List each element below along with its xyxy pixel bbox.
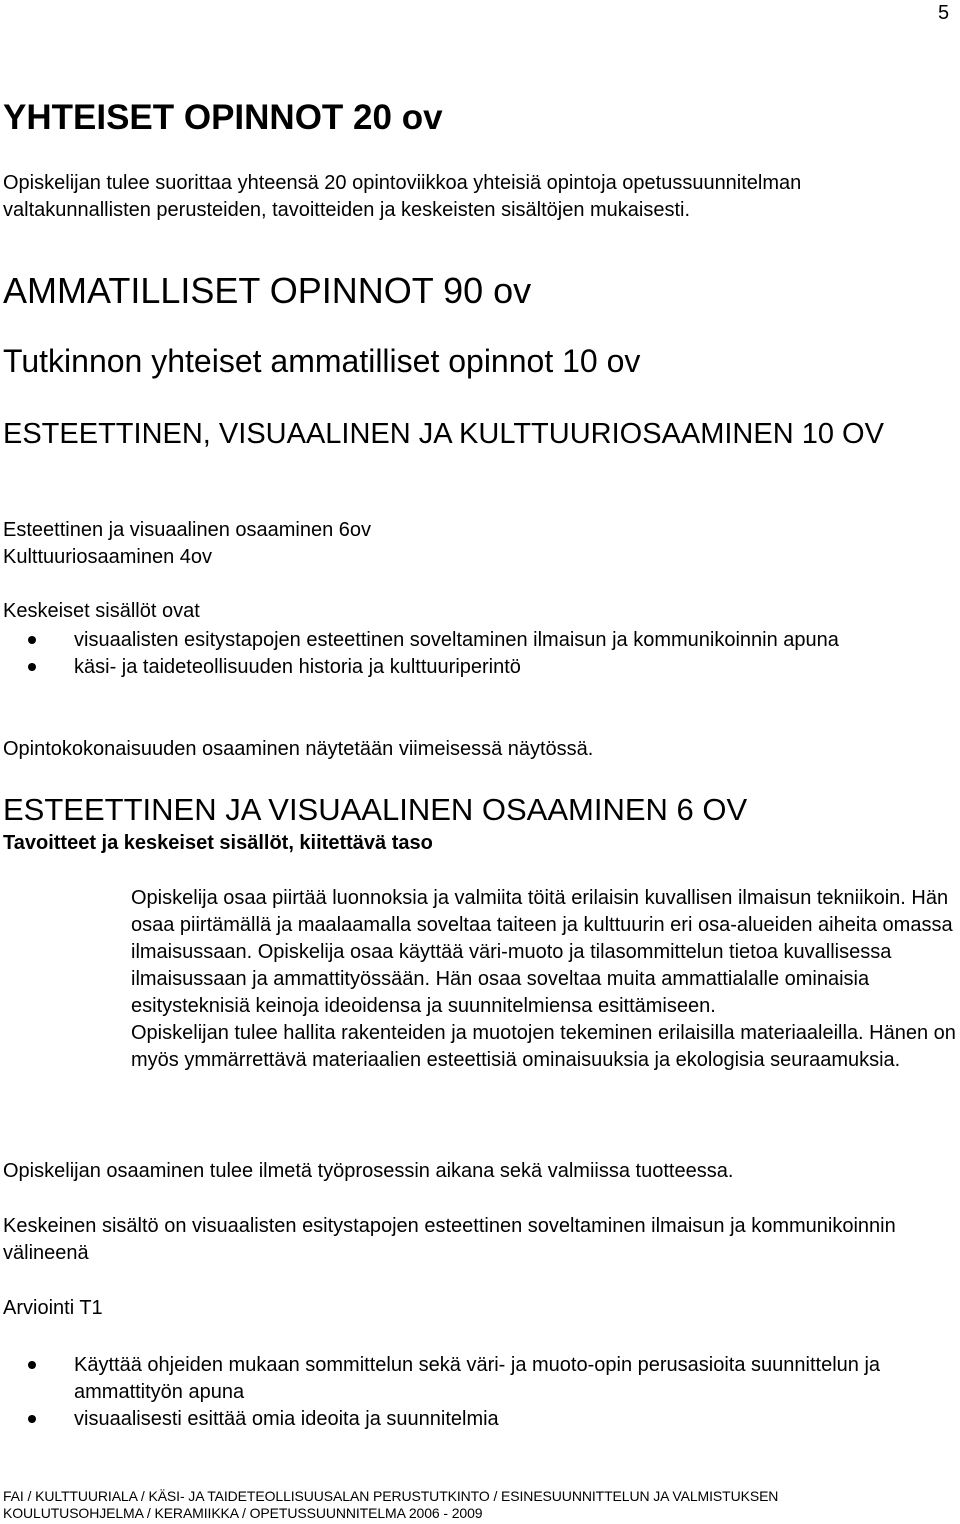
common-studies-intro-line2: valtakunnallisten perusteiden, tavoitteiden ja keskeisten sisältöjen mukaisesti. <box>3 199 691 221</box>
list-item <box>0 654 930 681</box>
list-item-text: käsi- ja taideteollisuuden historia ja kulttuuriperintö <box>74 656 521 678</box>
page-footer <box>3 1488 778 1522</box>
bullet-icon <box>28 1415 36 1423</box>
assessment-list <box>0 1352 930 1433</box>
goals-heading: Tavoitteet ja keskeiset sisällöt, kiitettävä taso <box>3 832 433 854</box>
module-assessment-note: Opintokokonaisuuden osaaminen näytetään viimeisessä näytössä. <box>3 738 594 760</box>
list-item <box>0 627 930 654</box>
common-studies-intro-line1: Opiskelijan tulee suorittaa yhteensä 20 opintoviikkoa yhteisiä opintoja opetussuunnitelman <box>3 172 802 194</box>
list-item <box>0 1406 930 1433</box>
submodule-heading: ESTEETTINEN JA VISUAALINEN OSAAMINEN 6 OV <box>3 792 748 827</box>
module-part-1: Esteettinen ja visuaalinen osaaminen 6ov <box>3 519 372 541</box>
core-content: Keskeinen sisältö on visuaalisten esitystapojen esteettinen soveltaminen ilmaisun ja kommunikoinnin välineenä <box>3 1215 896 1264</box>
goals-paragraph-2: Opiskelijan tulee hallita rakenteiden ja muotojen tekeminen erilaisilla materiaaleilla. Hänen on myös ymmärrettävä materiaalien esteettisiä ominaisuuksia ja ekologisia seuraamuksia. <box>131 1022 956 1071</box>
goals-description <box>131 885 957 1074</box>
contents-label: Keskeiset sisällöt ovat <box>3 600 200 622</box>
bullet-icon <box>28 1361 36 1369</box>
goals-paragraph-1: Opiskelija osaa piirtää luonnoksia ja valmiita töitä erilaisin kuvallisen ilmaisun tekniikoin. Hän osaa piirtämällä ja maalaamalla soveltaa taiteen ja kulttuurin eri osa-alueiden aiheita omassa ilmaisussaan. Opiskelija osaa käyttää väri-muoto ja tilasommittelun tietoa kuvallisessa ilmaisussaan ja ammattityössään. Hän osaa soveltaa muita ammattialalle ominaisia esitysteknisiä keinoja ideoidensa ja suunnitelmiensa esittämiseen. <box>131 887 953 1017</box>
list-item-text: visuaalisten esitystapojen esteettinen soveltaminen ilmaisun ja kommunikoinnin apuna <box>74 629 839 651</box>
common-studies-heading: YHTEISET OPINNOT 20 ov <box>3 98 443 137</box>
bullet-icon <box>28 663 36 671</box>
page-number: 5 <box>938 2 950 24</box>
vocational-subheading: Tutkinnon yhteiset ammatilliset opinnot 10 ov <box>3 343 641 379</box>
assessment-label: Arviointi T1 <box>3 1297 103 1319</box>
module-heading: ESTEETTINEN, VISUAALINEN JA KULTTUURIOSAAMINEN 10 OV <box>3 418 884 450</box>
list-item <box>0 1352 930 1406</box>
competence-note: Opiskelijan osaaminen tulee ilmetä työprosessin aikana sekä valmiissa tuotteessa. <box>3 1160 734 1182</box>
footer-line-1: FAI / KULTTUURIALA / KÄSI- JA TAIDETEOLLISUUSALAN PERUSTUTKINTO / ESINESUUNNITTELUN JA VALMISTUKSEN <box>3 1488 779 1504</box>
vocational-heading: AMMATILLISET OPINNOT 90 ov <box>3 270 532 311</box>
footer-line-2: KOULUTUSOHJELMA / KERAMIIKKA / OPETUSSUUNNITELMA 2006 - 2009 <box>3 1505 483 1521</box>
list-item-text: visuaalisesti esittää omia ideoita ja suunnitelmia <box>74 1408 499 1430</box>
module-part-2: Kulttuuriosaaminen 4ov <box>3 546 213 568</box>
contents-list <box>0 627 930 681</box>
bullet-icon <box>28 636 36 644</box>
list-item-text: Käyttää ohjeiden mukaan sommittelun sekä väri- ja muoto-opin perusasioita suunnittelun ja ammattityön apuna <box>74 1354 881 1403</box>
